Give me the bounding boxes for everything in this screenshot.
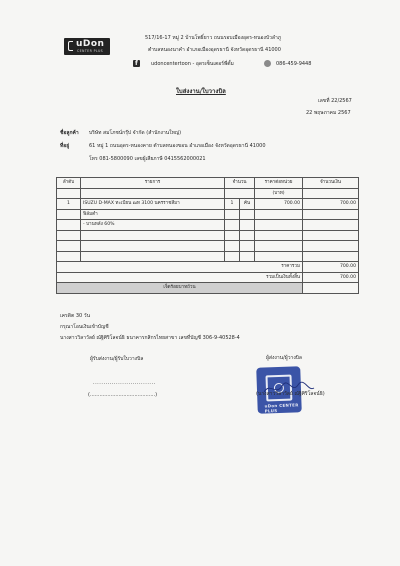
- row-no: 1: [57, 199, 81, 210]
- credit-terms: เครดิต 30 วัน: [60, 313, 90, 319]
- company-logo: [64, 38, 110, 55]
- row-item: [81, 230, 225, 241]
- row-no: [57, 230, 81, 241]
- facebook-name: udoncentertoon - อุดรเซ็นเตอร์พี่ตั้ม: [151, 61, 234, 67]
- row-no: [57, 241, 81, 252]
- row-qty: [225, 220, 240, 231]
- row-qty: 1: [225, 199, 240, 210]
- row-no: [57, 220, 81, 231]
- row-price: [255, 209, 303, 220]
- row-unit: คัน: [240, 199, 255, 210]
- header-no: ลำดับ: [57, 178, 81, 189]
- row-price: [255, 230, 303, 241]
- row-unit: [240, 230, 255, 241]
- amount-words: เจ็ดร้อยบาทถ้วน: [57, 283, 303, 294]
- table-row: [57, 241, 359, 252]
- subtotal-row: [57, 262, 359, 273]
- sender-label: ผู้ส่งงาน/ผู้วางบิล: [266, 355, 302, 361]
- bank-account: นางสาววิลาวัลย์ ณัฐิศิริโลจน์ธิ ธนาคารกสิกรไทยสาขา เลขที่บัญชี 306-9-40528-4: [60, 335, 240, 341]
- logo-word: uDon: [76, 39, 105, 49]
- total-value: 700.00: [303, 272, 359, 283]
- total-label: รวมเป็นเงินทั้งสิ้น: [57, 272, 303, 283]
- header-qty: จำนวน: [225, 178, 255, 189]
- receiver-signature-line: ..............................: [93, 380, 156, 386]
- header-unit-price: [255, 178, 303, 189]
- row-item: ISUZU D-MAX ทะเบียน ฒท 3100 นครราชสีมา: [81, 199, 225, 210]
- customer-address: 61 หมู่ 1 ถนนอุดร-หนองคาย ตำบลหนองขอน อำเภอเมือง จังหวัดอุดรธานี 41000: [89, 143, 266, 149]
- company-address-line2: ตำบลหนองนาคำ อำเภอเมืองอุดรธานี จังหวัดอุดรธานี 41000: [148, 47, 281, 53]
- subtotal-value: 700.00: [303, 262, 359, 273]
- row-item: - บานหลัง 60%: [81, 220, 225, 231]
- facebook-icon: [133, 60, 140, 67]
- row-unit: [240, 220, 255, 231]
- document-number: เลขที่ 22/2567: [318, 98, 352, 104]
- row-price: [255, 220, 303, 231]
- company-address-line1: 517/16-17 หมู่ 2 บ้านโพธิ์ยาว ถนนรอบเมืองอุดร-หนองบัวลำภู: [145, 35, 282, 41]
- header-unit-price-sub: (บาท): [255, 188, 303, 199]
- items-table: [56, 177, 359, 294]
- row-no: [57, 251, 81, 262]
- receiver-label: ผู้รับส่งงาน/ผู้รับใบวางบิล: [90, 356, 144, 362]
- row-no: [57, 209, 81, 220]
- receiver-name-line: (.........................................): [88, 392, 158, 398]
- row-amount: [303, 220, 359, 231]
- row-price: 700.00: [255, 199, 303, 210]
- transfer-note: กรุณาโอนเงินเข้าบัญชี: [60, 324, 109, 330]
- table-row: [57, 209, 359, 220]
- customer-address-label: ที่อยู่: [60, 143, 70, 149]
- table-row: [57, 199, 359, 210]
- table-row: [57, 230, 359, 241]
- row-amount: [303, 251, 359, 262]
- sender-name: (นางสาววิลาวัลย์ ณัฐิศิริโลจน์ธิ): [256, 391, 325, 397]
- table-row: [57, 251, 359, 262]
- document-date: 22 พฤษภาคม 2567: [306, 110, 351, 116]
- row-amount: [303, 230, 359, 241]
- row-price: [255, 241, 303, 252]
- row-price: [255, 251, 303, 262]
- row-qty: [225, 230, 240, 241]
- table-header-row: [57, 178, 359, 189]
- customer-contact: โทร 081-5800090 เลขผู้เสียภาษี 0415562000021: [89, 156, 206, 162]
- row-item: [81, 241, 225, 252]
- customer-name: บริษัท สมโภชน์กรุ๊ป จำกัด (สำนักงานใหญ่): [89, 130, 182, 136]
- row-item: [81, 251, 225, 262]
- phone-icon: [264, 60, 271, 67]
- total-row: [57, 272, 359, 283]
- customer-name-label: ชื่อลูกค้า: [60, 130, 79, 136]
- row-unit: [240, 209, 255, 220]
- row-unit: [240, 251, 255, 262]
- row-amount: [303, 241, 359, 252]
- table-row: [57, 220, 359, 231]
- header-item: รายการ: [81, 178, 225, 189]
- document-title: ใบส่งงาน/ใบวางบิล: [176, 88, 226, 95]
- logo-mark-icon: [68, 41, 73, 51]
- row-qty: [225, 251, 240, 262]
- header-unit-price-label: ราคาต่อหน่วย: [264, 180, 293, 186]
- table-header-subrow: [57, 188, 359, 199]
- row-item: ฟิล์มดำ: [81, 209, 225, 220]
- logo-subtitle: CENTER PLUS: [77, 49, 104, 53]
- stamp-text: uDon CENTER PLUS: [264, 402, 299, 414]
- row-unit: [240, 241, 255, 252]
- row-qty: [225, 241, 240, 252]
- subtotal-label: ราคารวม: [57, 262, 303, 273]
- amount-words-row: [57, 283, 359, 294]
- header-amount: จำนวนเงิน: [303, 178, 359, 189]
- row-qty: [225, 209, 240, 220]
- company-phone: 086-459-9448: [276, 61, 312, 67]
- row-amount: 700.00: [303, 199, 359, 210]
- row-amount: [303, 209, 359, 220]
